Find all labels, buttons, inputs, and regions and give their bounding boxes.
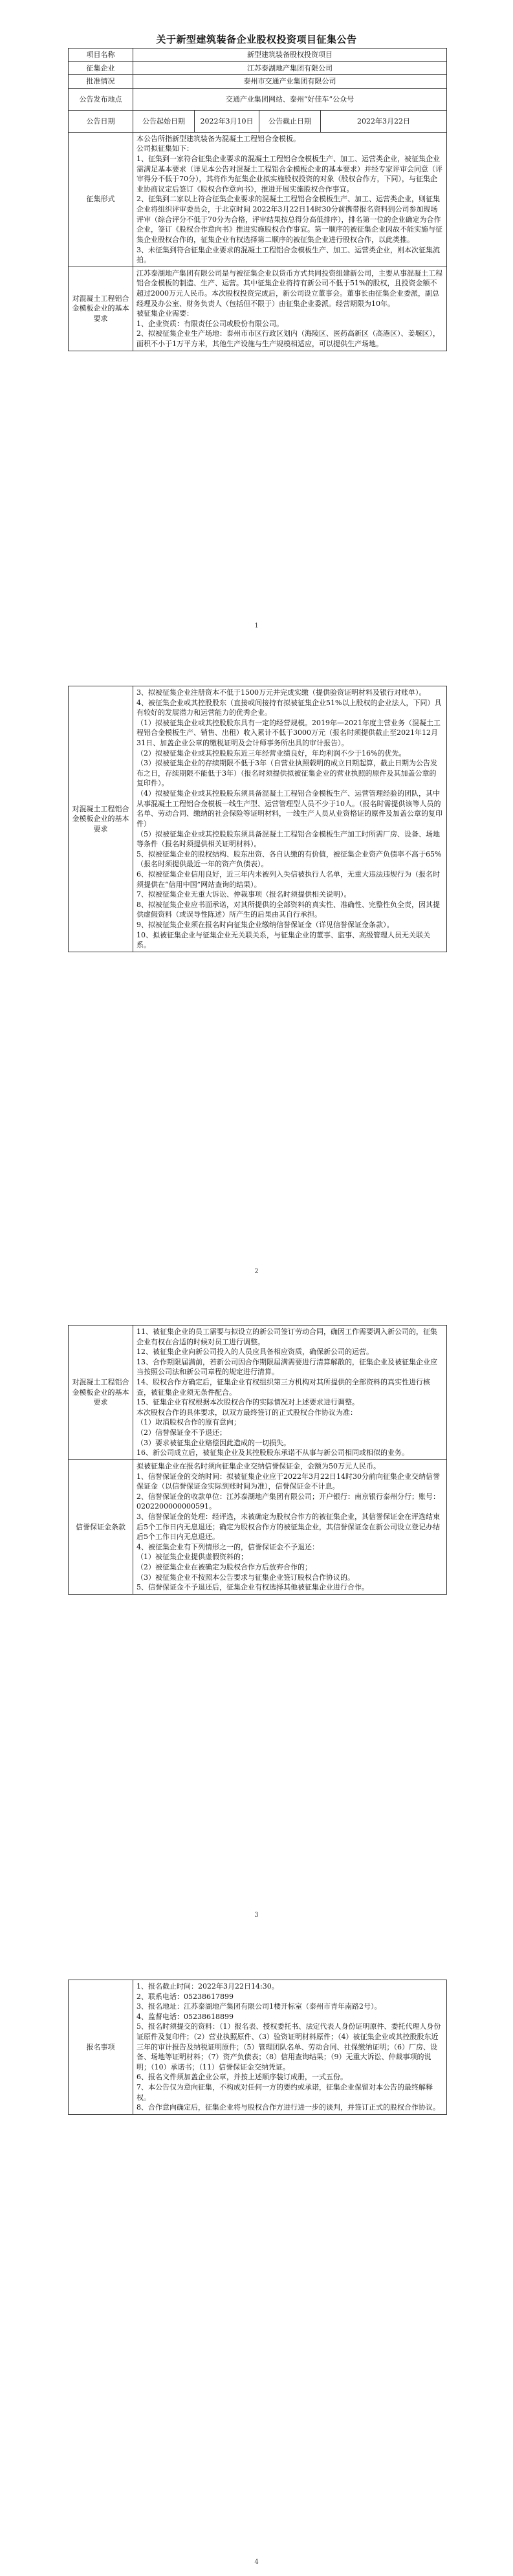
paragraph: 5、报名时须提交的资料：（1）报名表、授权委托书、法定代表人身份证明原件、委托代理人身份证原件及复印件；（2）营业执照原件、（3）验资证明材料原件；（4）被征集企业或其控股股东近三年的审计报告及纳税证明原件；（5）管理团队名单、劳动合同、社保缴纳证明；（6）厂房、设备、场地等证明材料；（7）资产负债表；（8）信用查询结果；（9）无重大诉讼、仲裁事项的说明；（10）承诺书；（11）信誉保证金交纳凭证。	[136, 2022, 441, 2071]
paragraph: （2）被征集企业在被确定为股权合作方后放弃合作的；	[136, 1563, 312, 1572]
paragraph: 1、征集到一家符合征集企业要求的混凝土工程铝合金模板生产、加工、运营类企业，被征集企业需满足基本要求（详见本公告对混凝土工程铝合金模板企业的基本要求）并经专家评审会同意（评审得分不低于70分），其将作为征集企业拟实施股权投资的对象（股权合作方，下同），与征集企业协商议定后签订《股权合作意向书》，推进开展实施股权合作事宜。	[136, 155, 442, 193]
paragraph: 3、信誉保证金的处理：经评选，未被确定为股权合作方的被征集企业，其信誉保证金在评选结束后5个工作日内无息退还；确定为股权合作方的被征集企业，其信誉保证金在新公司设立登记办结后5个工作日内无息退还。	[136, 1512, 440, 1542]
paragraph: 16、新公司成立后，被征集企业及其控股股东承诺不从事与新公司相同或相似的业务。	[136, 1448, 409, 1457]
section-label: 报名事项	[69, 1980, 133, 2115]
paragraph: 7、本公告仅为意向征集，不构成对任何一方的要约或承诺，征集企业保留对本公告的最终解释权。	[136, 2083, 433, 2102]
info-value: 交通产业集团网站、泰州“好佳车”公众号	[133, 88, 447, 110]
paragraph: 2、征集到二家以上符合征集企业要求的混凝土工程铝合金模板生产、加工、运营类企业，则征集企业将组织评审委员会，于北京时间 2022年3月22日14时30分前携带报名资料到公司参加现场评审（综合评分不低于70分为合格，评审结果按总得分高低排序），排名第一位的企业确定为合作企业，签订《股权合作意向书》推进实施股权合作事宜。第一顺序的被征集企业因故不能实施与征集企业股权合作的，征集企业有权选择第二顺序的被征集企业进行股权合作，以此类推。	[136, 195, 442, 244]
page-2-table	[68, 686, 447, 952]
info-label: 征集企业	[69, 61, 133, 75]
period-start-label: 公告起始日期	[133, 110, 195, 132]
info-label: 批准情况	[69, 75, 133, 89]
paragraph: 1、企业资质：有限责任公司或股份有限公司。	[136, 319, 283, 328]
paragraph: 公司拟征集如下：	[136, 144, 193, 153]
paragraph: 被征集企业需要：	[136, 309, 193, 318]
period-end-value: 2022年3月22日	[321, 110, 447, 132]
paragraph: （2）拟被征集企业或其控股股东近三年经营业绩良好，年均利润不少于16%的优先。	[136, 748, 406, 758]
info-label: 公告发布地点	[69, 88, 133, 110]
paragraph: 15、征集企业有权根据本次股权合作的实际情况对上述要求进行调整。	[136, 1398, 359, 1407]
paragraph: 6、报名文件须加盖企业公章，并按上述顺序装订成册，一式五份。	[136, 2073, 347, 2082]
paragraph: 4、被征集企业有下列情形之一的，信誉保证金不予退还：	[136, 1542, 319, 1551]
paragraph: 11、被征集企业的员工需要与拟设立的新公司签订劳动合同，确因工作需要调入新公司的，征集企业有权在合适的时候对员工进行调整。	[136, 1327, 437, 1346]
section-requirements	[69, 1326, 447, 1460]
section-form	[69, 132, 447, 267]
paragraph: 江苏泰湖地产集团有限公司是与被征集企业以货币方式共同投资组建新公司，主要从事混凝土工程铝合金模板的制造、生产、运营。其中征集企业将持有新公司不低于51%的股权，且投资金额不超过2000万元人民币。本次股权投资完成后，新公司设立董事会。董事长由征集企业委派，副总经理及办公室、财务负责人（包括但不限于）由征集企业委派。经营期限为10年。	[136, 268, 442, 308]
paragraph: （2）信誉保证金不予退还；	[136, 1428, 226, 1437]
info-value: 新型建筑装备股权投资项目	[133, 49, 447, 62]
paragraph: 3、报名地址：江苏泰湖地产集团有限公司1楼开标室（泰州市青年南路2号）。	[136, 2002, 382, 2011]
paragraph: （3）被征集企业不按照本公告要求与征集企业签订股权合作协议的。	[136, 1573, 355, 1582]
info-label: 项目名称	[69, 49, 133, 62]
paragraph: 4、被征集企业或其控股股东（直接或间接持有拟被征集企业51%以上股权的企业法人，下同）具有较好的发展潜力和运营能力的优秀企业。	[136, 698, 442, 717]
paragraph: 8、拟被征集企业应书面承诺，对其所提供的全部资料的真实性、准确性、完整性负全责，因其提供虚假资料（或误导性陈述）所产生的后果由其自行承担。	[136, 900, 440, 919]
paragraph: 10、拟被征集企业与征集企业无关联关系，与征集企业的董事、监事、高级管理人员无关联关系。	[136, 930, 430, 950]
info-value: 泰州市交通产业集团有限公司	[133, 75, 447, 89]
document-title: 关于新型建筑装备企业股权投资项目征集公告	[156, 34, 357, 45]
paragraph: 14、股权合作方确定后，征集企业有权组织第三方机构对其所提供的全部资料的真实性进行核查，被征集企业须无条件配合。	[136, 1378, 430, 1397]
info-row	[69, 49, 447, 62]
paragraph: （1）拟被征集企业或其控股股东具有一定的经营规模。2019年—2021年度主营业务（混凝土工程铝合金模板生产、销售、出租）收入累计不低于3000万元（报名时须提供截止至2021年12月31日、加盖企业公章的缴税证明及会计师事务所出具的审计报告）。	[136, 718, 441, 748]
period-label: 公告日期	[69, 110, 133, 132]
paragraph: 2、信誉保证金的收款单位：江苏泰湖地产集团有限公司；开户银行：南京银行泰州分行；账号：0202200000000591。	[136, 1492, 440, 1511]
paragraph: （5）拟被征集企业或其控股股东须具备混凝土工程铝合金模板生产加工时所需厂房、设备、场地等条件（报名时须提供相关证明材料）。	[136, 829, 440, 849]
section-body	[133, 267, 447, 351]
paragraph: 8、合作意向确定后，征集企业将与股权合作方进行进一步的谈判，并签订正式的股权合作协议。	[136, 2103, 440, 2112]
page-3-table	[68, 1325, 447, 1595]
paragraph: 13、合作期限届满前，若新公司因合作期限届满需要进行清算解散的，征集企业及被征集企业应当按照公司法和新公司章程的规定进行清算。	[136, 1357, 437, 1377]
paragraph: 2、拟被征集企业生产场地：泰州市市区行政区划内（海陵区、医药高新区（高港区）、姜堰区），面积不小于1万平方米，其他生产设施与生产规模相适应，可以提供生产场地。	[136, 329, 440, 349]
paragraph: 6、拟被征集企业信用良好，近三年内未被列入失信被执行人名单，无重大违法违规行为（报名时须提供在“信用中国”网站查询的结果）。	[136, 869, 440, 889]
section-label: 信誉保证金条款	[69, 1459, 133, 1594]
section-signup	[69, 1980, 447, 2115]
period-end-label: 公告截止日期	[259, 110, 321, 132]
paragraph: 4、监督电话：05238618899	[136, 2012, 234, 2021]
paragraph: 7、拟被征集企业无重大诉讼、仲裁事项（报名时须提供相关说明）。	[136, 890, 351, 899]
paragraph: 3、拟被征集企业注册资本不低于1500万元并完成实缴（提供验资证明材料及银行对账单）。	[136, 688, 426, 697]
section-body	[133, 132, 447, 267]
section-label: 对混凝土工程铝合金模板企业的基本要求	[69, 686, 133, 952]
paragraph: （3）要求被征集企业赔偿因此造成的一切损失。	[136, 1438, 290, 1447]
section-deposit	[69, 1459, 447, 1594]
paragraph: （1）取消股权合作的原有意向；	[136, 1418, 241, 1427]
section-requirements	[69, 686, 447, 952]
paragraph: 2、联系电话：05238617899	[136, 1992, 234, 2001]
page-4-table	[68, 1980, 447, 2115]
paragraph: 9、拟被征集企业须在报名时向征集企业缴纳信誉保证金（详见信誉保证金条款）。	[136, 921, 394, 930]
section-body	[133, 1326, 447, 1460]
paragraph: （1）被征集企业提供虚假资料的；	[136, 1553, 248, 1562]
page-number: 3	[254, 1912, 259, 1919]
paragraph: 1、信誉保证金的交纳时间：拟被征集企业应于2022年3月22日14时30分前向征集企业交纳信誉保证金（以信誉保证金实际到账时间为准），信誉保证金不计息。	[136, 1472, 440, 1491]
paragraph: 3、未征集到符合征集企业要求的混凝土工程铝合金模板生产、加工、运营类企业，则本次征集流拍。	[136, 245, 440, 265]
page-number: 4	[254, 2559, 259, 2566]
page-1-table	[68, 48, 447, 351]
info-value: 江苏泰湖地产集团有限公司	[133, 61, 447, 75]
paragraph: 本次股权合作的具体要求，以双方最终签订的正式股权合作协议为准：	[136, 1408, 357, 1417]
paragraph: 5、信誉保证金不予退还后，征集企业有权选择其他被征集企业进行合作。	[136, 1583, 369, 1592]
section-requirements	[69, 267, 447, 351]
info-row	[69, 88, 447, 110]
section-body	[133, 1980, 447, 2115]
paragraph: （4）拟被征集企业或其控股股东须具备混凝土工程铝合金模板生产、运营管理经验的团队，其中从事混凝土工程铝合金模板一线生产型、运营管理型人员不少于10人。（报名时需提供该等人员的名单、劳动合同、缴纳的社会保险等证明材料，一线生产人员从业资格证的原件及加盖公章的复印件）	[136, 789, 442, 828]
section-label: 征集形式	[69, 132, 133, 267]
paragraph: 拟被征集企业在报名时须向征集企业交纳信誉保证金，金额为50万元人民币。	[136, 1461, 380, 1470]
page-number: 1	[254, 622, 259, 629]
section-label: 对混凝土工程铝合金模板企业的基本要求	[69, 1326, 133, 1460]
section-body	[133, 686, 447, 952]
section-body	[133, 1459, 447, 1594]
info-row	[69, 61, 447, 75]
page-number: 2	[254, 1268, 259, 1275]
period-start-value: 2022年3月10日	[195, 110, 259, 132]
period-row	[69, 110, 447, 132]
paragraph: （3）拟被征集企业的存续期限不低于3年（自营业执照载明的成立日期起算，截止日期为公告发布之日，存续期限不能低于3年）（报名时须提供拟被征集企业的营业执照的原件及其加盖公章的复印件）。	[136, 759, 437, 788]
paragraph: 1、报名截止时间：2022年3月22日14:30。	[136, 1982, 279, 1991]
info-row	[69, 75, 447, 89]
paragraph: 12、被征集企业向新公司投入的人员应具备相应资质，确保新公司的运营。	[136, 1348, 373, 1357]
paragraph: 本公告所指新型建筑装备为混凝土工程铝合金模板。	[136, 134, 300, 143]
section-label: 对混凝土工程铝合金模板企业的基本要求	[69, 267, 133, 351]
paragraph: 5、拟被征集企业的股权结构、股东出资、各自认缴的有价值，被征集企业资产负债率不高于65%（报名时须提供最近一年的资产负债表）。	[136, 849, 442, 869]
